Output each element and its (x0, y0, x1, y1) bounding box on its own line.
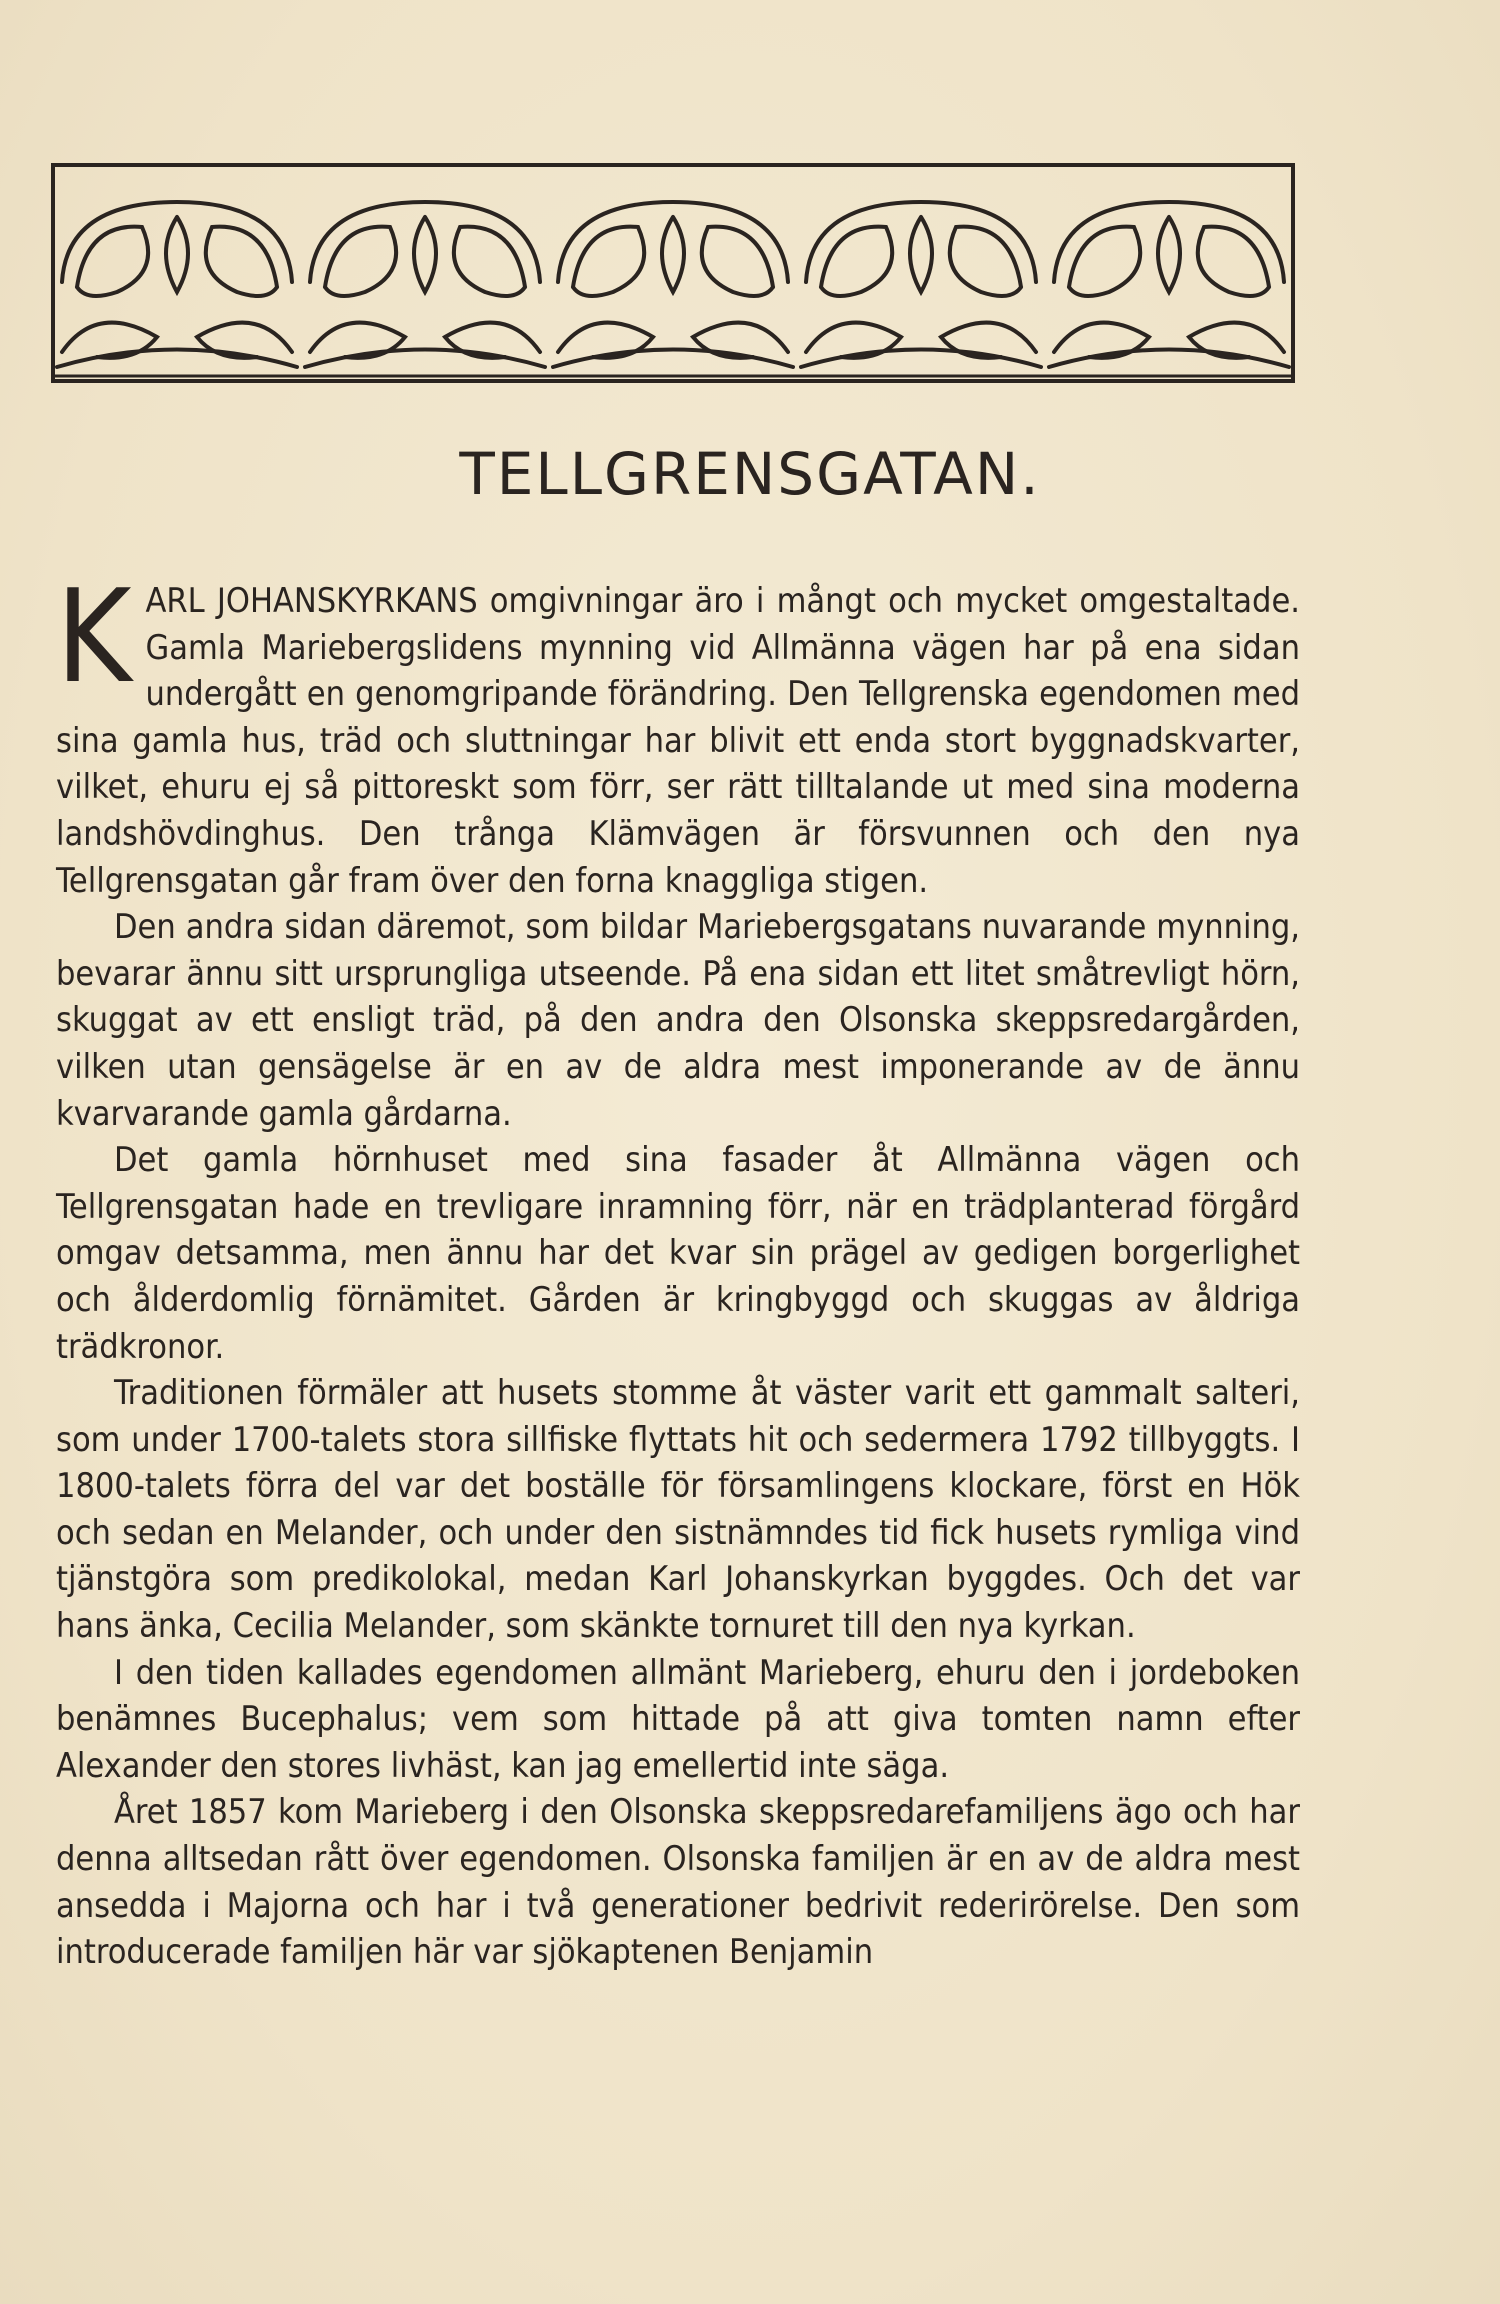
drop-cap: K (56, 563, 132, 712)
ornament-stroke (662, 217, 684, 292)
paragraph: Traditionen förmäler att husets stomme åt väster varit ett gammalt salteri, som under 1700-talets stora sillfiske flyttats hit och sedermera 1792 tillbyggts. I 1800-talets förra del var det boställe för församlingens klockare, först en Hök och sedan en Melander, och under den sistnämndes tid fick husets rymliga vind tjänstgöra som predikolokal, medan Karl Johanskyrkan byggdes. Och det var hans änka, Cecilia Melander, som skänkte tornuret till den nya kyrkan. (56, 1373, 1300, 1647)
ornament-stroke (910, 217, 932, 292)
decorative-header-ornament (50, 162, 1296, 384)
ornament-stroke (305, 350, 545, 368)
ornament-stroke (950, 227, 1021, 296)
ornament-stroke (821, 227, 892, 296)
ornament-stroke (801, 350, 1041, 368)
ornament-stroke (1049, 350, 1289, 368)
ornament-stroke (57, 350, 297, 368)
ornament-stroke (414, 217, 436, 292)
ornament-stroke (166, 217, 188, 292)
ornament-stroke (206, 227, 277, 296)
ornament-stroke (1069, 227, 1140, 296)
ornament-stroke (454, 227, 525, 296)
ornament-stroke (325, 227, 396, 296)
body-text (56, 563, 1300, 1976)
paragraph: Det gamla hörnhuset med sina fasader åt Allmänna vägen och Tellgrensgatan hade en trevligare inramning förr, när en trädplanterad förgård omgav detsamma, men ännu har det kvar sin prägel av gedigen borgerlighet och ålderdomlig förnämitet. Gården är kringbyggd och skuggas av åldriga trädkronor. (56, 1140, 1300, 1367)
ornament-stroke (77, 227, 148, 296)
paragraph: Den andra sidan däremot, som bildar Mariebergsgatans nuvarande mynning, bevarar ännu sitt ursprungliga utseende. På ena sidan ett litet småtrevligt hörn, skuggat av ett ensligt träd, på den andra den Olsonska skeppsredargården, vilken utan gensägelse är en av de aldra mest imponerande av de ännu kvarvarande gamla gårdarna. (56, 907, 1300, 1134)
floral-border-icon (50, 162, 1296, 384)
ornament-stroke (1198, 227, 1269, 296)
paragraph: KARL JOHANSKYRKANS omgivningar äro i mångt och mycket omgestaltade. Gamla Mariebergslidens mynning vid Allmänna vägen har på ena sidan undergått en genomgripande förändring. Den Tellgrenska egendomen med sina gamla hus, träd och sluttningar har blivit ett enda stort byggnadskvarter, vilket, ehuru ej så pittoreskt som förr, ser rätt tilltalande ut med sina moderna landshövdinghus. Den trånga Klämvägen är försvunnen och den nya Tellgrensgatan går fram över den forna knaggliga stigen. (56, 563, 1300, 901)
ornament-stroke (702, 227, 773, 296)
ornament-stroke (1158, 217, 1180, 292)
ornament-stroke (553, 350, 793, 368)
paragraph: I den tiden kallades egendomen allmänt Marieberg, ehuru den i jordeboken benämnes Bucephalus; vem som hittade på att giva tomten namn efter Alexander den stores livhäst, kan jag emellertid inte säga. (56, 1652, 1300, 1786)
paragraph: Året 1857 kom Marieberg i den Olsonska skeppsredarefamiljens ägo och har denna alltsedan rått över egendomen. Olsonska familjen är en av de aldra mest ansedda i Majorna och har i två generationer bedrivit rederirörelse. Den som introducerade familjen här var sjökaptenen Benjamin (56, 1792, 1300, 1973)
chapter-title: TELLGRENSGATAN. (459, 440, 1041, 508)
ornament-stroke (573, 227, 644, 296)
